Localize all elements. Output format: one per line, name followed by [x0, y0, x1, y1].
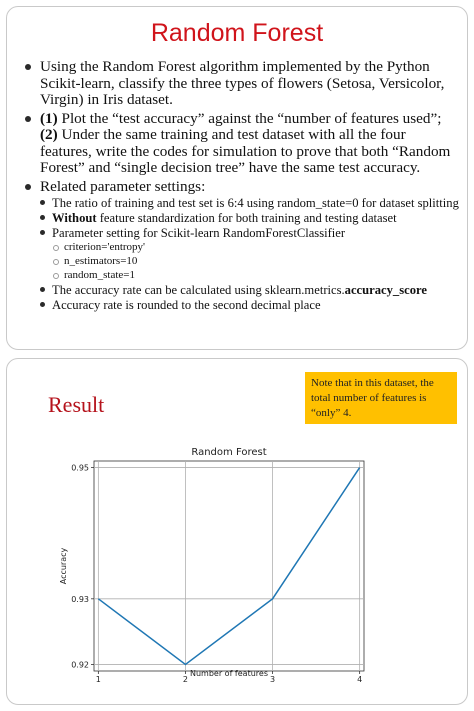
main-bullet-list	[25, 59, 459, 312]
step-2-text: Under the same training and test dataset with all the four features, write the codes for simulation to prove that both “Random Forest” and “single decision tree” have the same test accuracy.	[40, 126, 451, 176]
standardization-text: feature standardization for both training and testing dataset	[96, 211, 397, 225]
x-tick-label: 2	[182, 675, 188, 684]
grid-lines	[94, 461, 364, 671]
y-axis-label: Accuracy	[59, 547, 68, 585]
chart-title: Random Forest	[191, 447, 267, 458]
sub-bullet-classifier-params	[40, 226, 459, 282]
parameter-settings-heading: Related parameter settings:	[40, 177, 206, 195]
plot-frame	[94, 461, 364, 671]
y-tick-label: 0.93	[71, 594, 89, 604]
step-2-label: (2)	[40, 126, 58, 143]
param-list	[52, 241, 459, 282]
param-n-estimators: n_estimators=10	[52, 255, 459, 268]
step-1-label: (1)	[40, 109, 58, 127]
sub-bullet-standardization	[40, 211, 459, 225]
x-tick-label: 4	[357, 675, 363, 684]
accuracy-series-line	[98, 468, 359, 665]
slide-random-forest	[6, 6, 468, 350]
param-criterion: criterion='entropy'	[52, 241, 459, 254]
bullet-task-steps	[25, 111, 459, 177]
y-tick-label: 0.95	[71, 463, 89, 473]
accuracy-score-text: The accuracy rate can be calculated using sklearn.metrics.	[52, 283, 345, 297]
x-tick-label: 1	[95, 675, 101, 684]
step-1-text: Plot the “test accuracy” against the “number of features used”;	[57, 109, 442, 127]
without-label: Without	[52, 211, 97, 225]
slide-content	[25, 59, 459, 314]
slide-title: Random Forest	[150, 19, 324, 47]
bullet-task-description: Using the Random Forest algorithm implemented by the Python Scikit-learn, classify the three types of flowers (Setosa, Versicolor, Virgin) in Iris dataset.	[25, 59, 459, 109]
sub-bullet-split-ratio: The ratio of training and test set is 6:4 using random_state=0 for dataset splitting	[40, 196, 459, 210]
axis-ticks	[71, 464, 362, 684]
sub-bullet-rounding: Accuracy rate is rounded to the second decimal place	[40, 298, 459, 312]
y-tick-label: 0.92	[71, 660, 89, 670]
sub-bullet-accuracy-score	[40, 283, 459, 297]
bullet-parameter-settings	[25, 179, 459, 313]
sub-bullet-list	[40, 196, 459, 312]
classifier-params-heading: Parameter setting for Scikit-learn RandomForestClassifier	[52, 226, 346, 240]
result-title: Result	[48, 392, 105, 417]
x-axis-label: Number of features	[190, 669, 268, 678]
x-tick-label: 3	[270, 675, 276, 684]
accuracy-line-chart	[59, 441, 390, 684]
note-box: Note that in this dataset, the total number of features is “only” 4.	[305, 372, 457, 424]
param-random-state: random_state=1	[52, 269, 459, 282]
accuracy-score-function: accuracy_score	[344, 283, 427, 297]
